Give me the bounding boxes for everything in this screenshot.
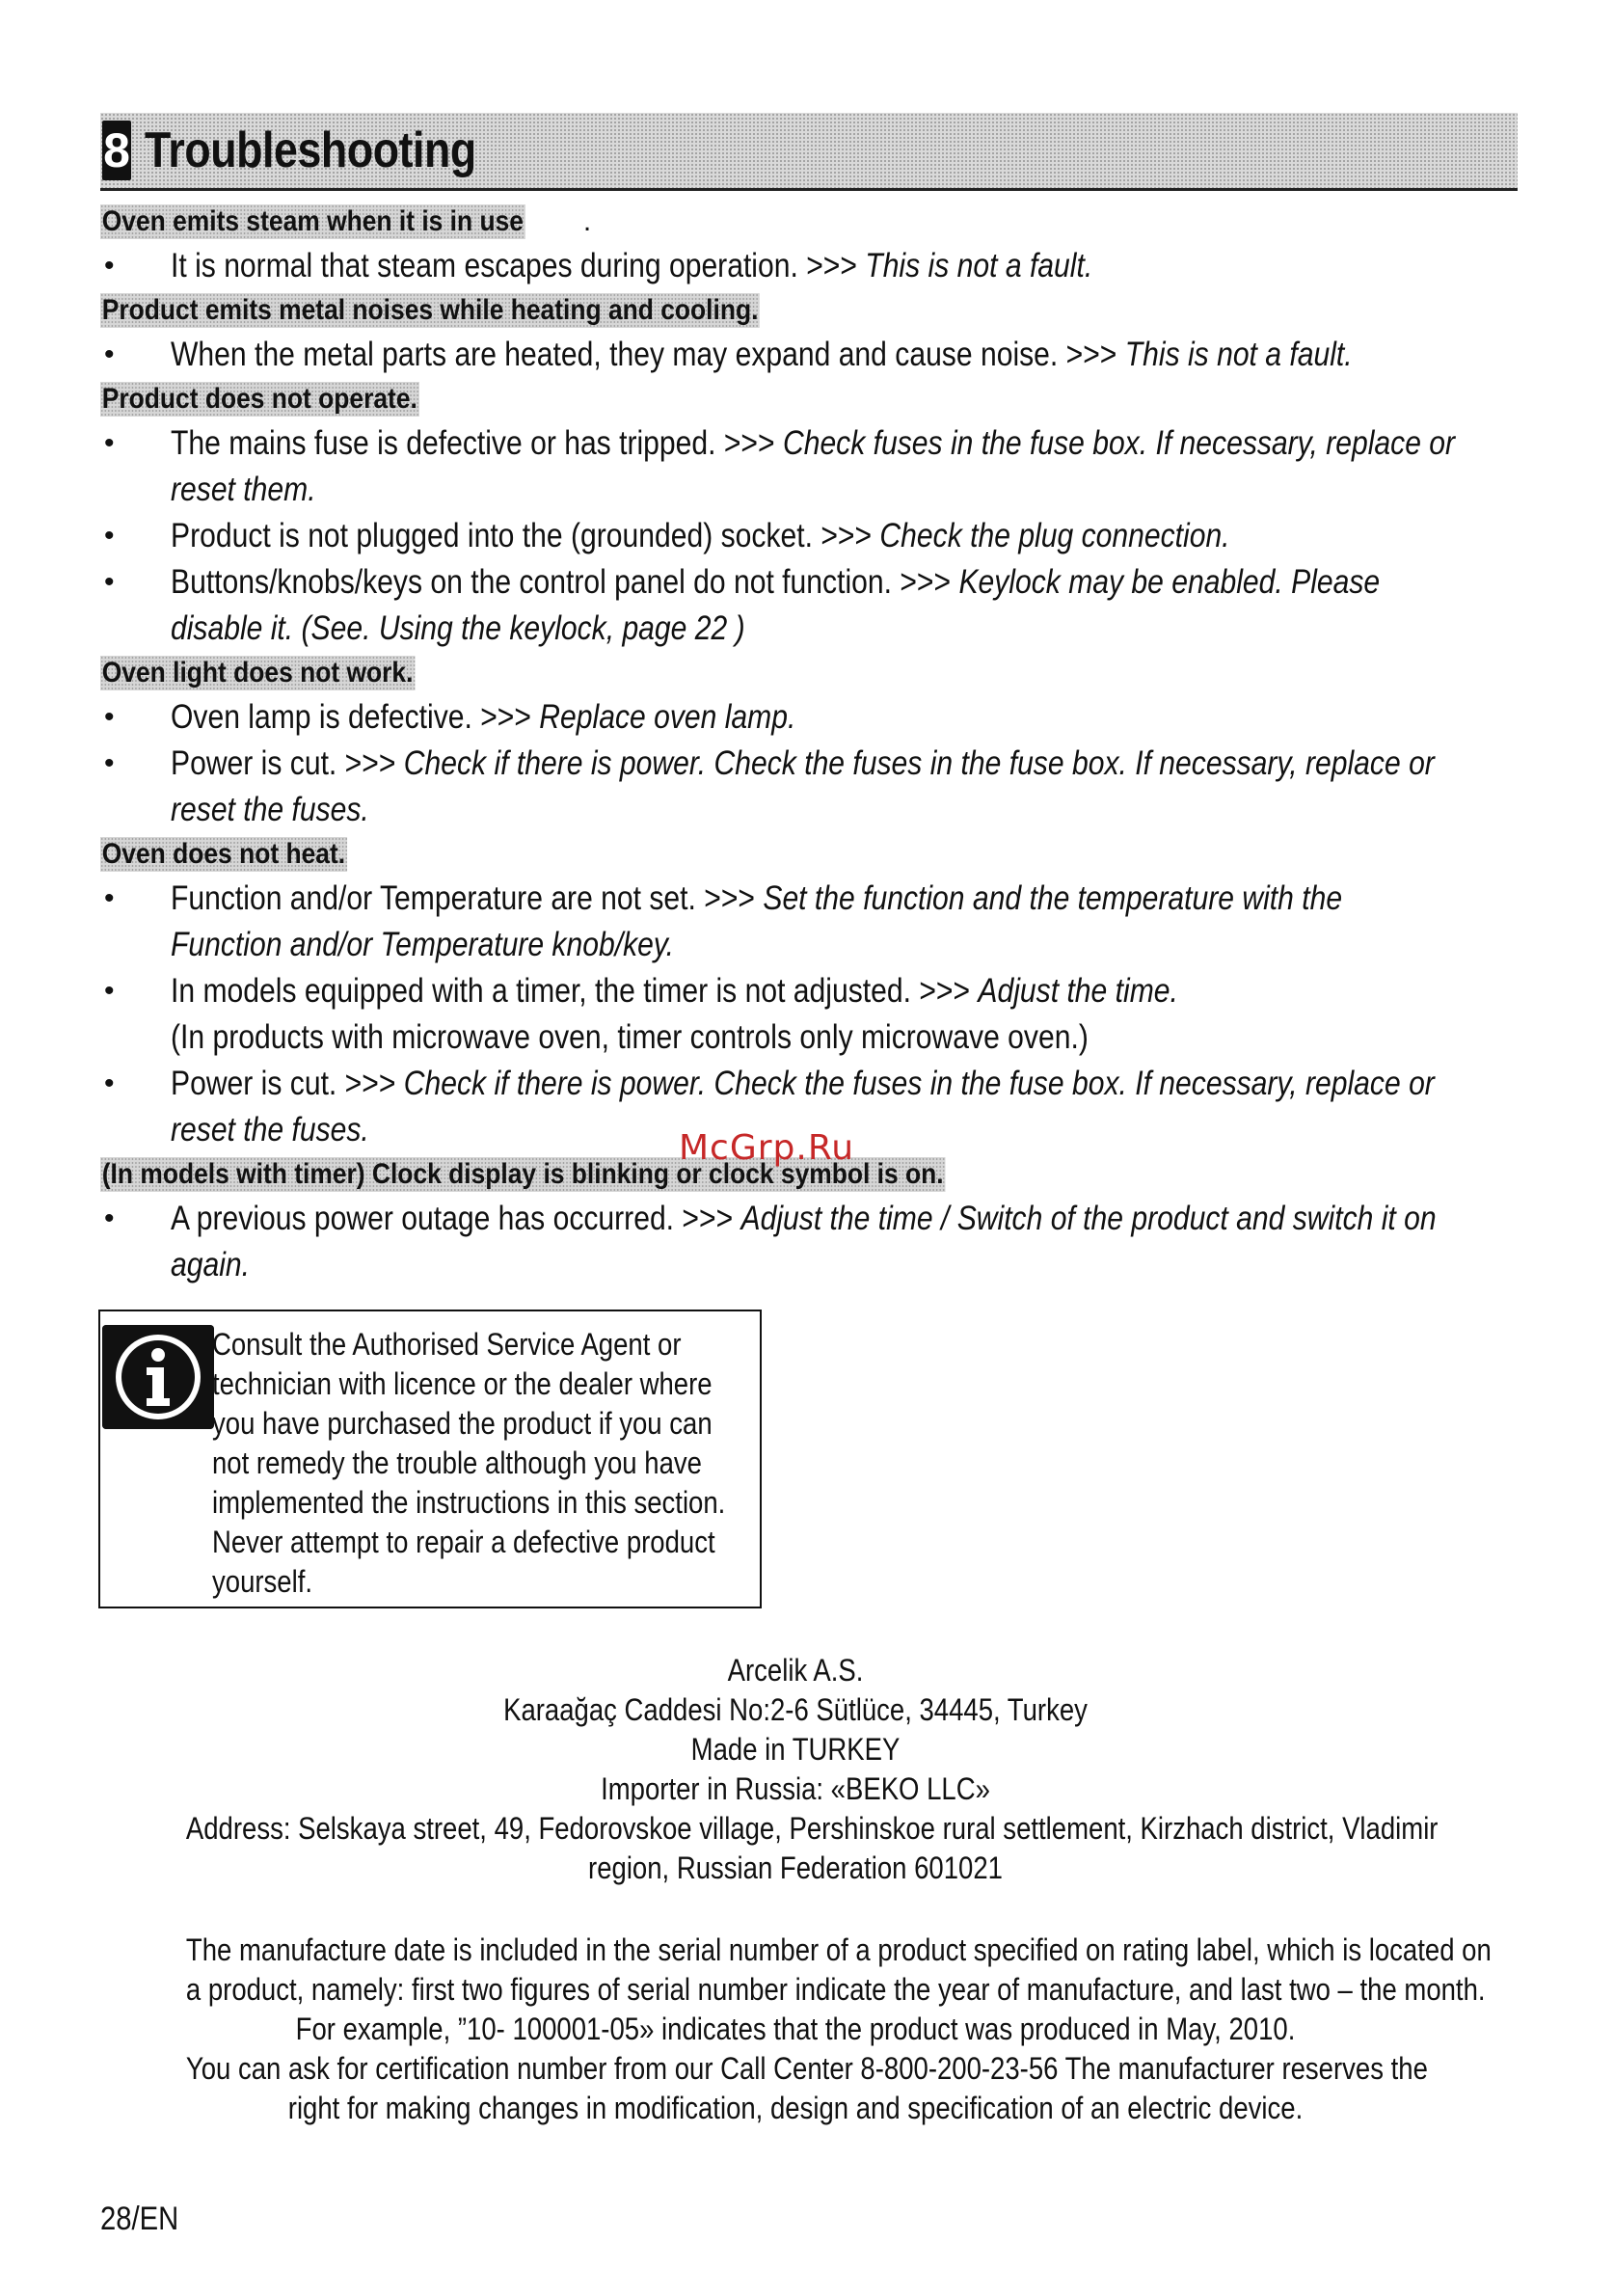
solution-text: Adjust the time.	[978, 972, 1178, 1010]
section-heading-row	[100, 378, 1489, 420]
info-line: not remedy the trouble although you have	[212, 1445, 702, 1480]
item-text	[171, 876, 1456, 968]
solution-text: This is not a fault.	[1124, 336, 1353, 373]
page-number: 28/EN	[100, 2201, 179, 2237]
address-line: region, Russian Federation 601021	[588, 1850, 1003, 1885]
info-line: Never attempt to repair a defective product	[212, 1525, 715, 1559]
bullet-icon: •	[104, 1067, 115, 1099]
note-line: You can ask for certification number from our Call Center 8-800-200-23-56 The manufacturer reserves the	[185, 2051, 1428, 2086]
address-line: Importer in Russia: «BEKO LLC»	[601, 1771, 990, 1806]
section-heading-suffix: .	[582, 205, 592, 237]
troubleshooting-list	[100, 1196, 1489, 1288]
problem-text: Power is cut. >>>	[171, 744, 404, 782]
address-line: Karaağaç Caddesi No:2-6 Sütlüce, 34445, Turkey	[503, 1692, 1088, 1727]
item-text	[171, 513, 1456, 559]
item-text	[171, 694, 1456, 741]
problem-text: Function and/or Temperature are not set. >>>	[171, 879, 764, 917]
item-text	[171, 559, 1456, 652]
info-text	[212, 1325, 776, 1602]
note-line: For example, ”10- 100001-05» indicates that the product was produced in May, 2010.	[295, 2012, 1296, 2046]
manufacturer-address	[87, 1651, 1504, 1888]
bullet-icon: •	[104, 566, 115, 598]
section-heading-row	[100, 833, 1489, 876]
bullet-icon: •	[104, 338, 115, 370]
chapter-title: Troubleshooting	[145, 122, 476, 178]
troubleshooting-item	[100, 243, 1489, 289]
section-heading: (In models with timer) Clock display is blinking or clock symbol is on.	[101, 1158, 944, 1190]
problem-text: It is normal that steam escapes during operation. >>>	[171, 247, 866, 284]
troubleshooting-item	[100, 332, 1489, 378]
troubleshooting-list	[100, 694, 1489, 833]
troubleshooting-item	[100, 559, 1489, 652]
note-line: right for making changes in modification, design and specification of an electric device.	[287, 2091, 1304, 2125]
address-line: Made in TURKEY	[690, 1732, 901, 1767]
section-heading: Product does not operate.	[101, 383, 417, 415]
info-line: implemented the instructions in this section.	[212, 1485, 726, 1520]
bullet-icon: •	[104, 882, 115, 914]
troubleshooting-item	[100, 1196, 1489, 1288]
bullet-icon: •	[104, 747, 115, 779]
bullet-icon: •	[104, 427, 115, 459]
bullet-icon: •	[104, 975, 115, 1007]
solution-text: Adjust the time / Switch of the product and switch it on again.	[171, 1200, 1437, 1283]
item-text	[171, 420, 1456, 513]
problem-text: Buttons/knobs/keys on the control panel do not function. >>>	[171, 563, 959, 601]
info-line: technician with licence or the dealer where	[212, 1366, 713, 1401]
solution-text: Check if there is power. Check the fuses in the fuse box. If necessary, replace or reset the fuses.	[171, 744, 1435, 828]
problem-text: The mains fuse is defective or has tripped. >>>	[171, 424, 783, 462]
solution-text: Set the function and the temperature with the Function and/or Temperature knob/key.	[171, 879, 1343, 963]
solution-text: Replace oven lamp.	[539, 698, 796, 736]
solution-text: Check if there is power. Check the fuses in the fuse box. If necessary, replace or reset the fuses.	[171, 1065, 1435, 1148]
solution-text: Keylock may be enabled. Please disable it. (See. Using the keylock, page 22 )	[171, 563, 1381, 647]
note-line: a product, namely: first two figures of serial number indicate the year of manufacture, and last two – the month.	[185, 1972, 1486, 2007]
bullet-icon: •	[104, 520, 115, 552]
chapter-number: 8	[102, 121, 131, 180]
section-heading: Oven does not heat.	[101, 838, 346, 870]
section-heading-row	[100, 201, 1489, 243]
watermark: McGrp.Ru	[679, 1128, 855, 1168]
manufacture-date-note	[87, 1931, 1504, 2128]
solution-text: This is not a fault.	[865, 247, 1093, 284]
item-note: (In products with microwave oven, timer controls only microwave oven.)	[171, 1018, 1089, 1056]
problem-text: When the metal parts are heated, they may expand and cause noise. >>>	[171, 336, 1125, 373]
solution-text: Check fuses in the fuse box. If necessary, replace or reset them.	[171, 424, 1456, 508]
troubleshooting-list	[100, 243, 1489, 289]
troubleshooting-item	[100, 968, 1489, 1061]
item-text	[171, 332, 1456, 378]
section-heading: Product emits metal noises while heating and cooling.	[101, 294, 759, 326]
chapter-header	[100, 113, 1518, 191]
troubleshooting-item	[100, 741, 1489, 833]
section-heading-row	[100, 652, 1489, 694]
troubleshooting-content	[100, 201, 1489, 1288]
info-line: yourself.	[212, 1564, 313, 1599]
problem-text: A previous power outage has occurred. >>>	[171, 1200, 741, 1237]
item-text	[171, 968, 1456, 1061]
info-icon	[102, 1325, 214, 1429]
section-heading-row	[100, 289, 1489, 332]
section-heading: Oven light does not work.	[101, 657, 414, 689]
troubleshooting-item	[100, 420, 1489, 513]
item-text	[171, 1196, 1456, 1288]
bullet-icon: •	[104, 1202, 115, 1234]
item-text	[171, 741, 1456, 833]
troubleshooting-item	[100, 513, 1489, 559]
problem-text: Product is not plugged into the (grounded) socket. >>>	[171, 517, 880, 554]
section-heading: Oven emits steam when it is in use	[101, 205, 524, 237]
address-line: Arcelik A.S.	[727, 1653, 864, 1688]
footer	[87, 1651, 1504, 2128]
troubleshooting-list	[100, 876, 1489, 1153]
info-box	[98, 1310, 762, 1608]
item-text	[171, 243, 1456, 289]
note-line: The manufacture date is included in the serial number of a product specified on rating label, which is located on	[185, 1932, 1492, 1967]
troubleshooting-item	[100, 694, 1489, 741]
bullet-icon: •	[104, 701, 115, 733]
troubleshooting-list	[100, 420, 1489, 652]
info-line: Consult the Authorised Service Agent or	[212, 1327, 682, 1362]
troubleshooting-list	[100, 332, 1489, 378]
bullet-icon: •	[104, 250, 115, 282]
troubleshooting-item	[100, 876, 1489, 968]
solution-text: Check the plug connection.	[879, 517, 1230, 554]
problem-text: Oven lamp is defective. >>>	[171, 698, 540, 736]
problem-text: Power is cut. >>>	[171, 1065, 404, 1102]
info-line: you have purchased the product if you can	[212, 1406, 713, 1441]
address-line: Address: Selskaya street, 49, Fedorovskoe village, Pershinskoe rural settlement, Kirzhach district, Vladimir	[185, 1811, 1439, 1846]
problem-text: In models equipped with a timer, the timer is not adjusted. >>>	[171, 972, 979, 1010]
